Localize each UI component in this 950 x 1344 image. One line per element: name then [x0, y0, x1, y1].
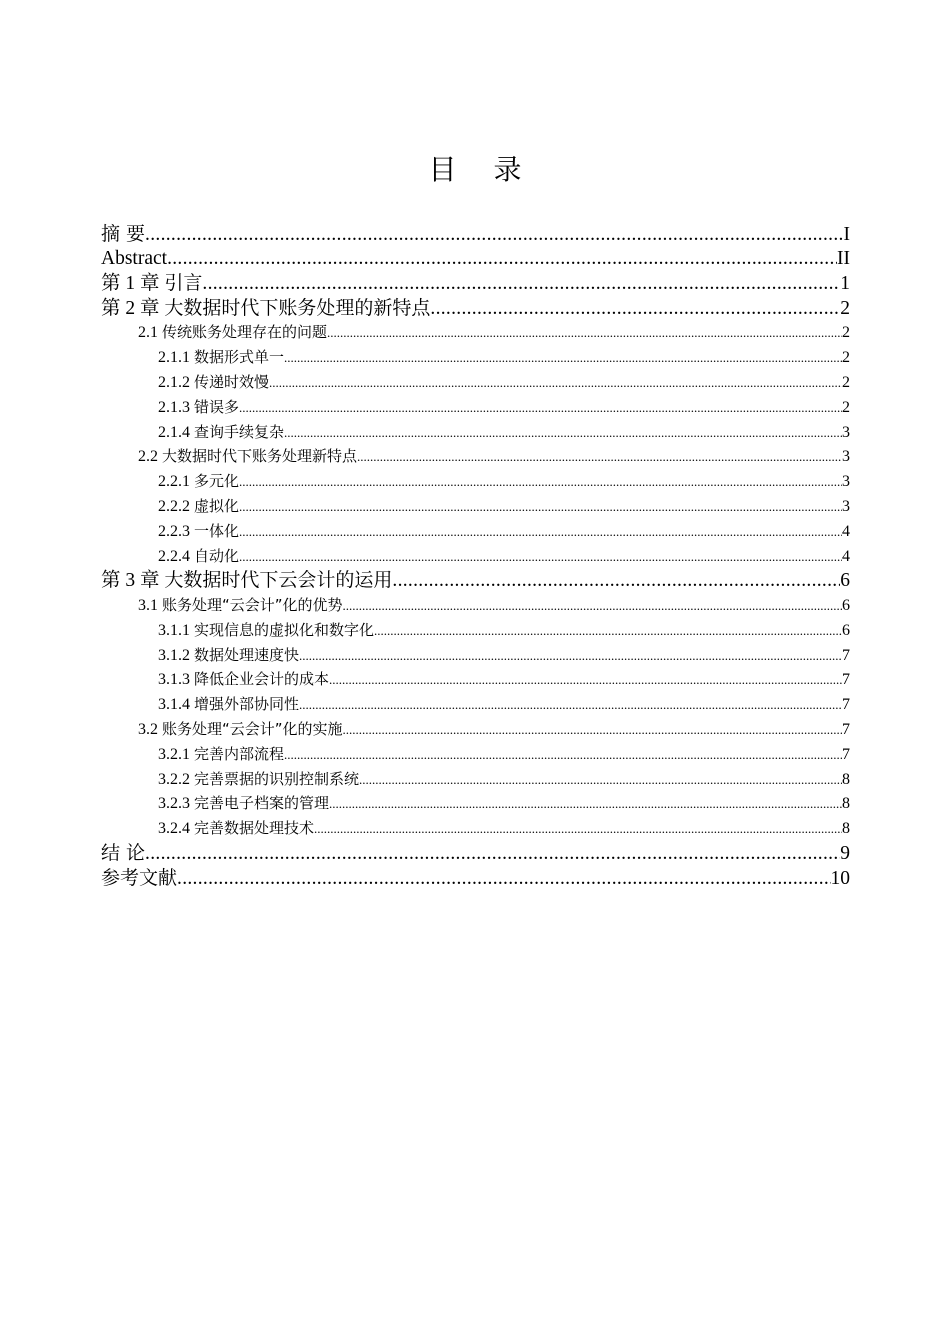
toc-page-number: 10: [830, 867, 850, 889]
toc-page-number: 4: [842, 547, 850, 565]
toc-entry-number: 3.1.4: [158, 696, 194, 714]
toc-leader-dots: [167, 247, 837, 272]
toc-leader-dots: [299, 693, 842, 717]
toc-entry-text: 查询手续复杂: [194, 422, 285, 441]
toc-subsection-entry[interactable]: [101, 469, 850, 494]
toc-entry-label: [158, 643, 299, 668]
toc-page-number: 7: [842, 696, 850, 714]
toc-subsection-entry[interactable]: [101, 667, 850, 692]
toc-entry-label: [158, 519, 239, 544]
toc-entry-text: 增强外部协同性: [194, 695, 300, 714]
toc-section-entry[interactable]: [101, 717, 850, 742]
toc-subsection-entry[interactable]: [101, 345, 850, 370]
toc-page-number: 3: [842, 423, 850, 441]
toc-entry-number: 2.2.1: [158, 473, 194, 491]
toc-entry-text: 数据处理速度快: [194, 645, 300, 664]
page-title: 目 录: [428, 153, 536, 186]
toc-entry-text: 一体化: [194, 521, 240, 540]
toc-entry-text: 错误多: [194, 397, 240, 416]
toc-entry-label: [158, 667, 329, 692]
toc-entry-label: [101, 247, 167, 272]
toc-leader-dots: [177, 867, 830, 891]
toc-leader-dots: [284, 346, 842, 370]
toc-chapter-entry[interactable]: [101, 222, 850, 247]
toc-entry-label: [158, 692, 299, 717]
toc-page-number: 8: [842, 820, 850, 838]
toc-entry-label: [158, 544, 239, 569]
toc-page-number: 6: [840, 570, 850, 592]
toc-subsection-entry[interactable]: [101, 618, 850, 643]
toc-entry-text: 自动化: [194, 546, 240, 565]
toc-entry-text: 传递时效慢: [194, 372, 270, 391]
toc-page-number: 7: [842, 671, 850, 689]
toc-entry-text: 传统账务处理存在的问题: [162, 323, 328, 342]
toc-entry-text: 摘 要: [101, 223, 146, 245]
toc-entry-number: 3.2: [138, 720, 162, 738]
toc-leader-dots: [359, 768, 842, 792]
toc-leader-dots: [239, 396, 842, 420]
toc-entry-label: [138, 593, 343, 618]
toc-leader-dots: [145, 223, 843, 247]
toc-entry-text: 完善数据处理技术: [194, 819, 315, 838]
toc-entry-text: 数据形式单一: [194, 348, 285, 367]
toc-entry-text: 大数据时代下账务处理新特点: [162, 447, 358, 466]
toc-page-number: 8: [842, 770, 850, 788]
toc-entry-text: 参考文献: [101, 866, 178, 889]
toc-entry-text: 结 论: [101, 841, 146, 864]
toc-subsection-entry[interactable]: [101, 791, 850, 816]
toc-leader-dots: [239, 545, 842, 569]
toc-entry-number: 3.2.3: [158, 795, 194, 813]
toc-entry-text: 账务处理“云会计”化的实施: [162, 719, 343, 738]
toc-page-number: 7: [842, 646, 850, 664]
toc-subsection-entry[interactable]: [101, 370, 850, 395]
toc-entry-text: 账务处理“云会计”化的优势: [162, 595, 343, 614]
toc-entry-text: 大数据时代下账务处理的新特点: [164, 296, 431, 319]
toc-leader-dots: [202, 272, 840, 296]
toc-entry-label: [101, 296, 430, 321]
toc-entry-text: 虚拟化: [194, 496, 240, 515]
toc-subsection-entry[interactable]: [101, 544, 850, 569]
toc-subsection-entry[interactable]: [101, 494, 850, 519]
toc-page-number: I: [843, 224, 850, 245]
toc-chapter-entry[interactable]: [101, 866, 850, 891]
toc-leader-dots: [430, 297, 840, 321]
toc-leader-dots: [284, 421, 842, 445]
toc-page-number: II: [837, 247, 850, 269]
toc-entry-number: 3.2.1: [158, 745, 194, 763]
toc-page-number: 7: [842, 745, 850, 763]
toc-leader-dots: [145, 842, 840, 866]
toc-entry-text: 降低企业会计的成本: [194, 670, 330, 689]
toc-chapter-entry[interactable]: [101, 271, 850, 296]
toc-entry-text: 引言: [164, 272, 203, 295]
toc-entry-text: 实现信息的虚拟化和数字化: [194, 620, 375, 639]
toc-subsection-entry[interactable]: [101, 692, 850, 717]
toc-page-number: 2: [842, 373, 850, 391]
toc-page-number: 4: [842, 522, 850, 540]
toc-page-number: 1: [840, 273, 850, 295]
toc-subsection-entry[interactable]: [101, 395, 850, 420]
toc-entry-label: [101, 568, 392, 593]
toc-entry-number: 2.1.4: [158, 423, 194, 441]
toc-entry-label: [158, 395, 239, 420]
toc-entry-label: [101, 222, 145, 247]
toc-leader-dots: [239, 470, 842, 494]
toc-entry-label: [138, 717, 343, 742]
toc-entry-number: 第 3 章: [101, 570, 165, 592]
toc-section-entry[interactable]: [101, 593, 850, 618]
toc-entry-label: [101, 866, 177, 891]
toc-subsection-entry[interactable]: [101, 816, 850, 841]
toc-entry-number: 2.2.4: [158, 547, 194, 565]
toc-chapter-entry[interactable]: [101, 568, 850, 593]
toc-entry-number: 第 2 章: [101, 297, 165, 319]
toc-page-number: 2: [842, 324, 850, 342]
toc-entry-label: [158, 791, 329, 816]
toc-leader-dots: [343, 594, 842, 618]
toc-page-number: 2: [842, 349, 850, 367]
toc-entry-label: [101, 841, 145, 866]
toc-entry-number: 3.1: [138, 596, 162, 614]
toc-entry-label: [158, 469, 239, 494]
toc-subsection-entry[interactable]: [101, 767, 850, 792]
toc-entry-number: 2.1: [138, 324, 162, 342]
toc-page-number: 2: [842, 398, 850, 416]
toc-page-number: 9: [840, 842, 850, 864]
toc-entry-text: 大数据时代下云会计的运用: [164, 569, 393, 592]
toc-page-number: 6: [842, 596, 850, 614]
toc-subsection-entry[interactable]: [101, 519, 850, 544]
toc-chapter-entry[interactable]: [101, 296, 850, 321]
toc-page-number: 6: [842, 621, 850, 639]
toc-page-number: 8: [842, 795, 850, 813]
toc-entry-text: 完善内部流程: [194, 744, 285, 763]
toc-entry-text: Abstract: [101, 247, 168, 269]
toc-leader-dots: [374, 619, 842, 643]
toc-page-number: 2: [840, 297, 850, 319]
toc-entry-number: 3.2.2: [158, 770, 194, 788]
toc-section-entry[interactable]: [101, 320, 850, 345]
toc-leader-dots: [329, 668, 842, 692]
toc-entry-number: 2.1.2: [158, 373, 194, 391]
toc-leader-dots: [314, 817, 842, 841]
toc-entry-number: 2.1.3: [158, 398, 194, 416]
toc-entry-number: 3.2.4: [158, 820, 194, 838]
toc-leader-dots: [329, 792, 842, 816]
toc-leader-dots: [239, 520, 842, 544]
toc-entry-number: 3.1.2: [158, 646, 194, 664]
toc-subsection-entry[interactable]: [101, 742, 850, 767]
toc-page-number: 3: [842, 497, 850, 515]
toc-entry-label: [158, 494, 239, 519]
toc-entry-label: [138, 320, 327, 345]
toc-entry-number: 3.1.3: [158, 671, 194, 689]
toc-leader-dots: [239, 495, 842, 519]
toc-leader-dots: [357, 445, 842, 469]
table-of-contents: [101, 222, 850, 890]
toc-entry-label: [158, 816, 314, 841]
toc-entry-label: [158, 370, 269, 395]
toc-entry-number: 3.1.1: [158, 621, 194, 639]
toc-page-number: 3: [842, 448, 850, 466]
toc-leader-dots: [343, 718, 842, 742]
toc-page-number: 7: [842, 720, 850, 738]
toc-leader-dots: [327, 321, 842, 345]
toc-entry-label: [158, 618, 374, 643]
toc-entry-number: 2.2: [138, 448, 162, 466]
toc-entry-number: 2.2.3: [158, 522, 194, 540]
toc-entry-number: 第 1 章: [101, 273, 165, 295]
toc-entry-text: 多元化: [194, 472, 240, 491]
toc-entry-text: 完善票据的识别控制系统: [194, 769, 360, 788]
toc-entry-label: [138, 444, 357, 469]
toc-section-entry[interactable]: [101, 444, 850, 469]
toc-entry-label: [158, 742, 284, 767]
toc-chapter-entry[interactable]: [101, 841, 850, 866]
toc-entry-label: [158, 420, 284, 445]
toc-leader-dots: [392, 569, 840, 593]
toc-entry-number: 2.1.1: [158, 349, 194, 367]
toc-leader-dots: [299, 644, 842, 668]
toc-subsection-entry[interactable]: [101, 420, 850, 445]
toc-chapter-entry[interactable]: [101, 247, 850, 272]
toc-entry-label: [158, 767, 359, 792]
toc-entry-text: 完善电子档案的管理: [194, 794, 330, 813]
toc-entry-number: 2.2.2: [158, 497, 194, 515]
toc-page-number: 3: [842, 473, 850, 491]
toc-entry-label: [158, 345, 284, 370]
toc-entry-label: [101, 271, 202, 296]
toc-subsection-entry[interactable]: [101, 643, 850, 668]
toc-leader-dots: [284, 743, 842, 767]
toc-leader-dots: [269, 371, 842, 395]
